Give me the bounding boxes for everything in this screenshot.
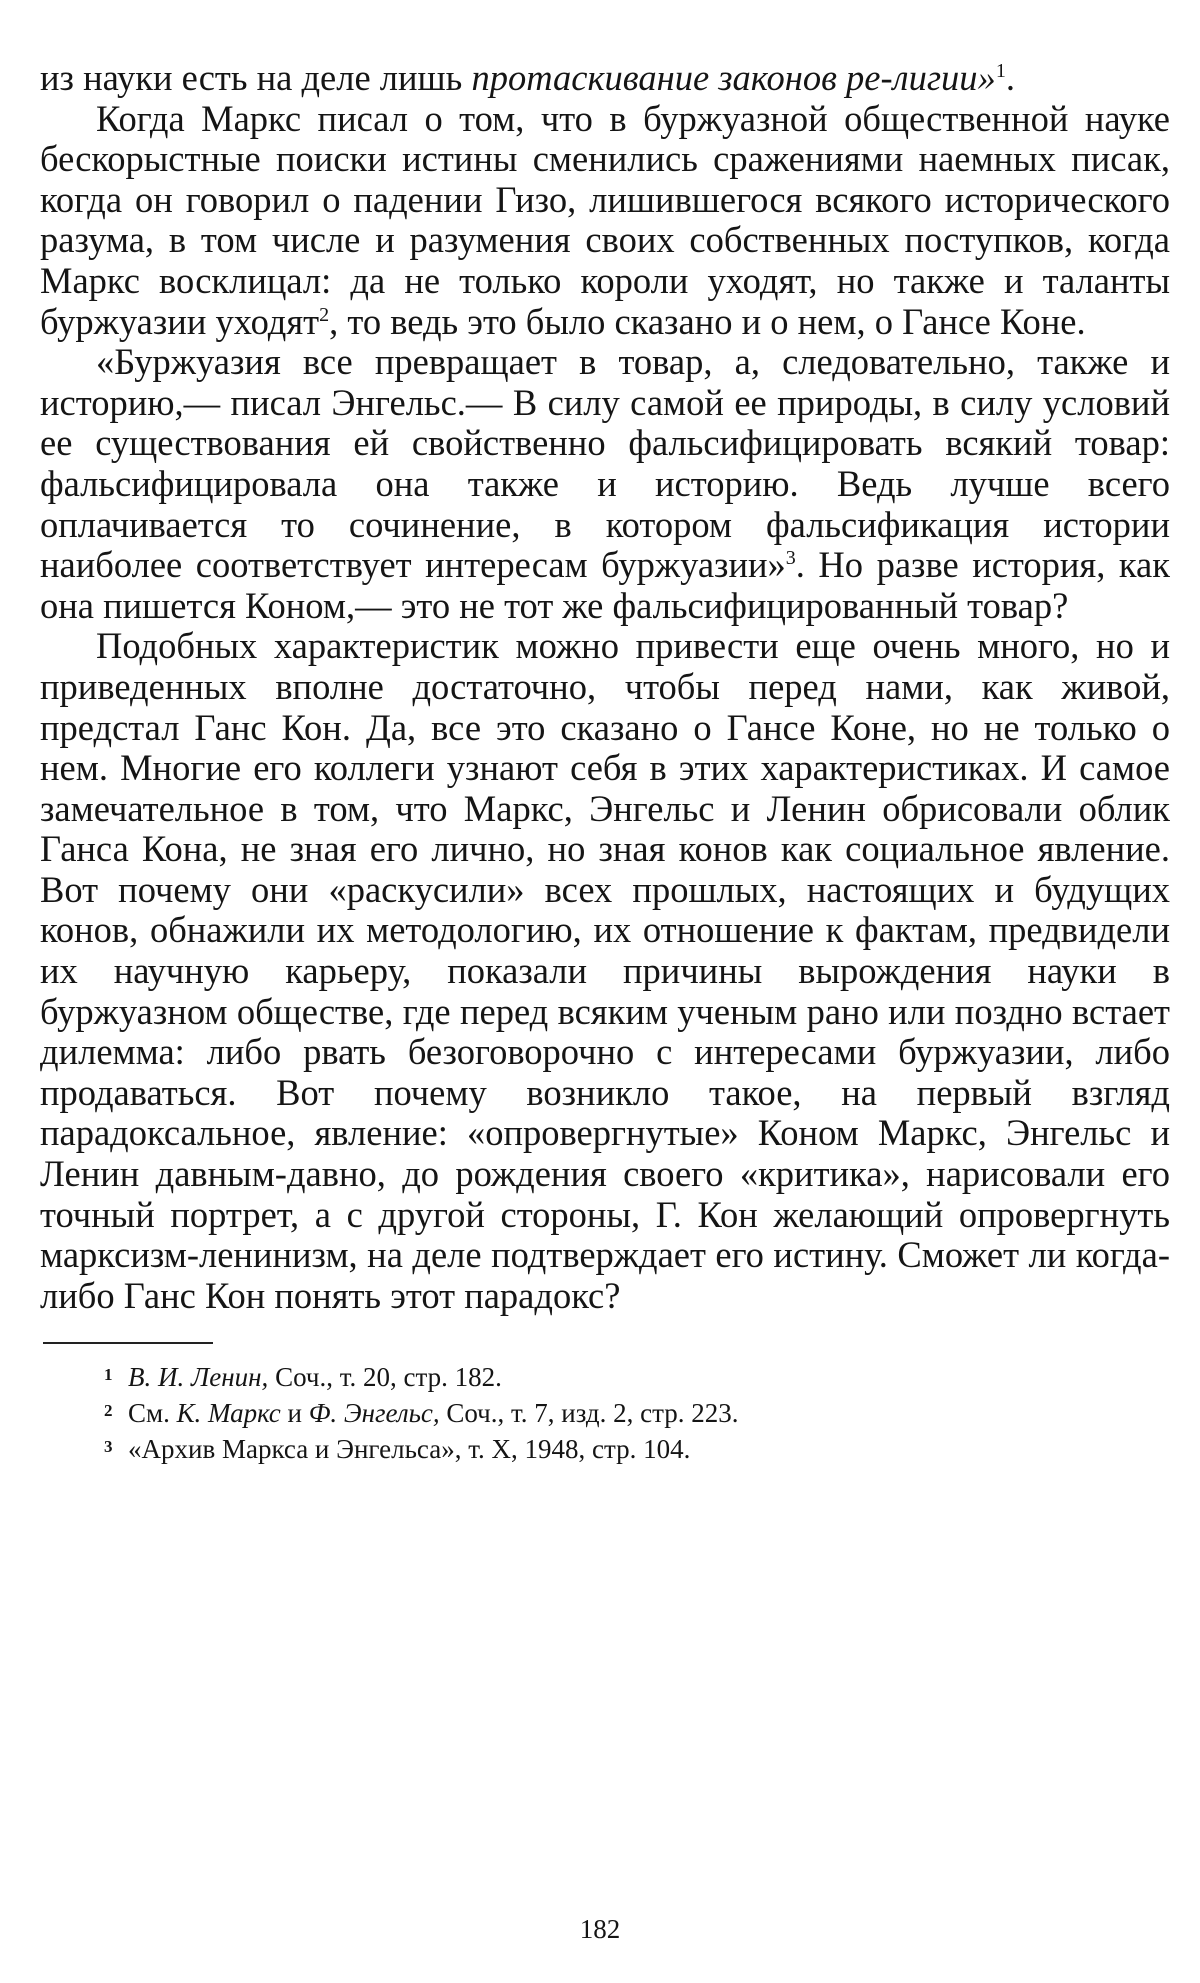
paragraph-text: Когда Маркс писал о том, что в буржуазной общественной науке бескорыстные поиски истины сменились сражениями наемных писак, когда он говорил о падении Гизо, лишившегося всякого исторического разума, в том числе и разумения своих собственных поступков, когда Маркс восклицал: да не только короли уходят, но также и таланты буржуазии уходят	[40, 97, 1170, 342]
footnote-author: Ф. Энгельс,	[308, 1398, 440, 1429]
footnote	[104, 1358, 1170, 1394]
footnote-text: «Архив Маркса и Энгельса», т. X, 1948, стр. 104.	[128, 1434, 691, 1465]
paragraph-text: , то ведь это было сказано и о нем, о Гансе Коне.	[329, 300, 1086, 342]
paragraph: Подобных характеристик можно привести еще очень много, но и приведенных вполне достаточно, чтобы перед нами, как живой, предстал Ганс Кон. Да, все это сказано о Гансе Коне, но не только о нем. Многие его коллеги узнают себя в этих характеристиках. И самое замечательное в том, что Маркс, Энгельс и Ленин обрисовали облик Ганса Кона, не зная его лично, но зная конов как социальное явление. Вот почему они «раскусили» всех прошлых, настоящих и будущих конов, обнажили их методологию, их отношение к фактам, предвидели их научную карьеру, показали причины вырождения науки в буржуазном обществе, где перед всяким ученым рано или поздно встает дилемма: либо рвать безоговорочно с интересами буржуазии, либо продаваться. Вот почему возникло такое, на первый взгляд парадоксальное, явление: «опровергнутые» Коном Маркс, Энгельс и Ленин давным-давно, до рождения своего «критика», нарисовали его точный портрет, а с другой стороны, Г. Кон желающий опровергнуть марксизм-ленинизм, на деле подтверждает его истину. Сможет ли когда-либо Ганс Кон понять этот парадокс?	[40, 625, 1170, 1316]
footnote-text: Соч., т. 7, изд. 2, стр. 223.	[439, 1398, 739, 1429]
footnotes	[104, 1358, 1170, 1466]
footnote	[104, 1394, 1170, 1430]
footnote-ref[interactable]: 1	[995, 59, 1006, 82]
footnote-text: См.	[128, 1398, 177, 1429]
paragraph-text: . Но разве история, как она пишется Коном,— это не тот же фальсифицированный товар?	[40, 544, 1170, 626]
footnote-divider	[43, 1342, 213, 1344]
footnote-text: Соч., т. 20, стр. 182.	[268, 1362, 502, 1393]
footnote-author: К. Маркс	[176, 1398, 281, 1429]
italic-quote: протаскивание законов ре-лигии»	[471, 57, 996, 98]
paragraph-text: из науки есть на деле лишь	[40, 57, 472, 98]
footnote-mark: 2	[104, 1401, 113, 1421]
footnote-ref[interactable]: 3	[785, 546, 796, 569]
paragraph-text: .	[1005, 57, 1015, 98]
page-number: 182	[579, 1914, 621, 1944]
paragraph	[40, 99, 1170, 343]
paragraph-text: «Буржуазия все превращает в товар, а, следовательно, также и историю,— писал Энгельс.— В силу самой ее природы, в силу условий ее существования ей свойственно фальсифицировать всякий товар: фальсифицировала она также и историю. Ведь лучше всего оплачивается то сочинение, в котором фальсификация истории наиболее соответствует интересам буржуазии»	[40, 341, 1170, 586]
footnote-mark: 1	[104, 1365, 113, 1385]
paragraph-continuation	[40, 58, 1170, 99]
footnote-ref[interactable]: 2	[319, 303, 330, 326]
paragraph	[40, 342, 1170, 626]
footnote	[104, 1430, 1170, 1466]
footnote-author: В. И. Ленин,	[128, 1362, 269, 1393]
footnote-mark: 3	[104, 1437, 113, 1457]
page-body	[40, 58, 1170, 1466]
footnote-text: и	[280, 1398, 309, 1429]
